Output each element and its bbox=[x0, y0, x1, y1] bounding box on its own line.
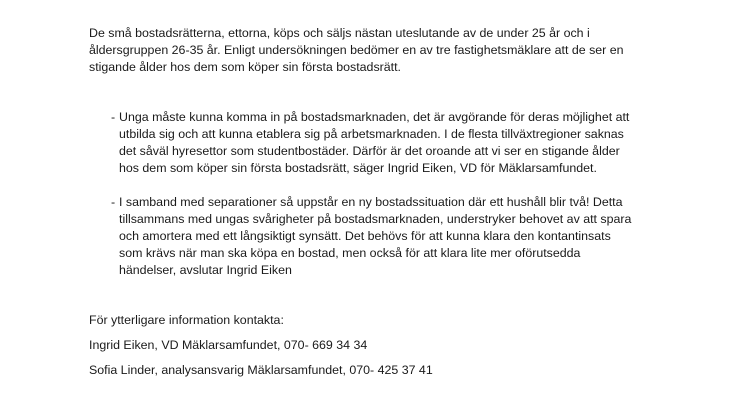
quote-line: hos dem som köper sin första bostadsrätt, säger Ingrid Eiken, VD för Mäklarsamfundet. bbox=[119, 161, 597, 175]
quote-line: och amortera med ett långsiktigt synsätt. Det behövs för att kunna klara den kontantinsats bbox=[119, 229, 611, 243]
quote-line: tillsammans med ungas svårigheter på bostadsmarknaden, understryker behovet av att spara bbox=[119, 212, 632, 226]
contact-heading: För ytterligare information kontakta: bbox=[89, 313, 284, 327]
contact-person: Sofia Linder, analysansvarig Mäklarsamfundet, 070- 425 37 41 bbox=[89, 363, 433, 377]
bullet-dash: - bbox=[111, 110, 116, 124]
intro-line: åldersgruppen 26-35 år. Enligt undersökningen bedömer en av tre fastighetsmäklare att de ser en bbox=[89, 43, 624, 57]
quote-text bbox=[119, 194, 659, 279]
quote-line: I samband med separationer så uppstår en ny bostadssituation där ett hushåll blir två! Detta bbox=[119, 195, 623, 209]
quote-line: händelser, avslutar Ingrid Eiken bbox=[119, 263, 292, 277]
quote-line: som krävs när man ska köpa en bostad, men också för att klara lite mer oförutsedda bbox=[119, 246, 581, 260]
contact-person: Ingrid Eiken, VD Mäklarsamfundet, 070- 669 34 34 bbox=[89, 338, 368, 352]
intro-line: stigande ålder hos dem som köper sin första bostadsrätt. bbox=[89, 60, 401, 74]
quote-text bbox=[119, 109, 659, 177]
intro-paragraph bbox=[89, 25, 649, 76]
quote-line: det såväl hyresettor som studentbostäder. Därför är det oroande att vi ser en stigande ålder bbox=[119, 144, 620, 158]
bullet-dash: - bbox=[111, 195, 116, 209]
quote-line: Unga måste kunna komma in på bostadsmarknaden, det är avgörande för deras möjlighet att bbox=[119, 110, 630, 124]
intro-line: De små bostadsrätterna, ettorna, köps och säljs nästan uteslutande av de under 25 år och i bbox=[89, 26, 590, 40]
quote-line: utbilda sig och att kunna etablera sig på arbetsmarknaden. I de flesta tillväxtregioner saknas bbox=[119, 127, 624, 141]
